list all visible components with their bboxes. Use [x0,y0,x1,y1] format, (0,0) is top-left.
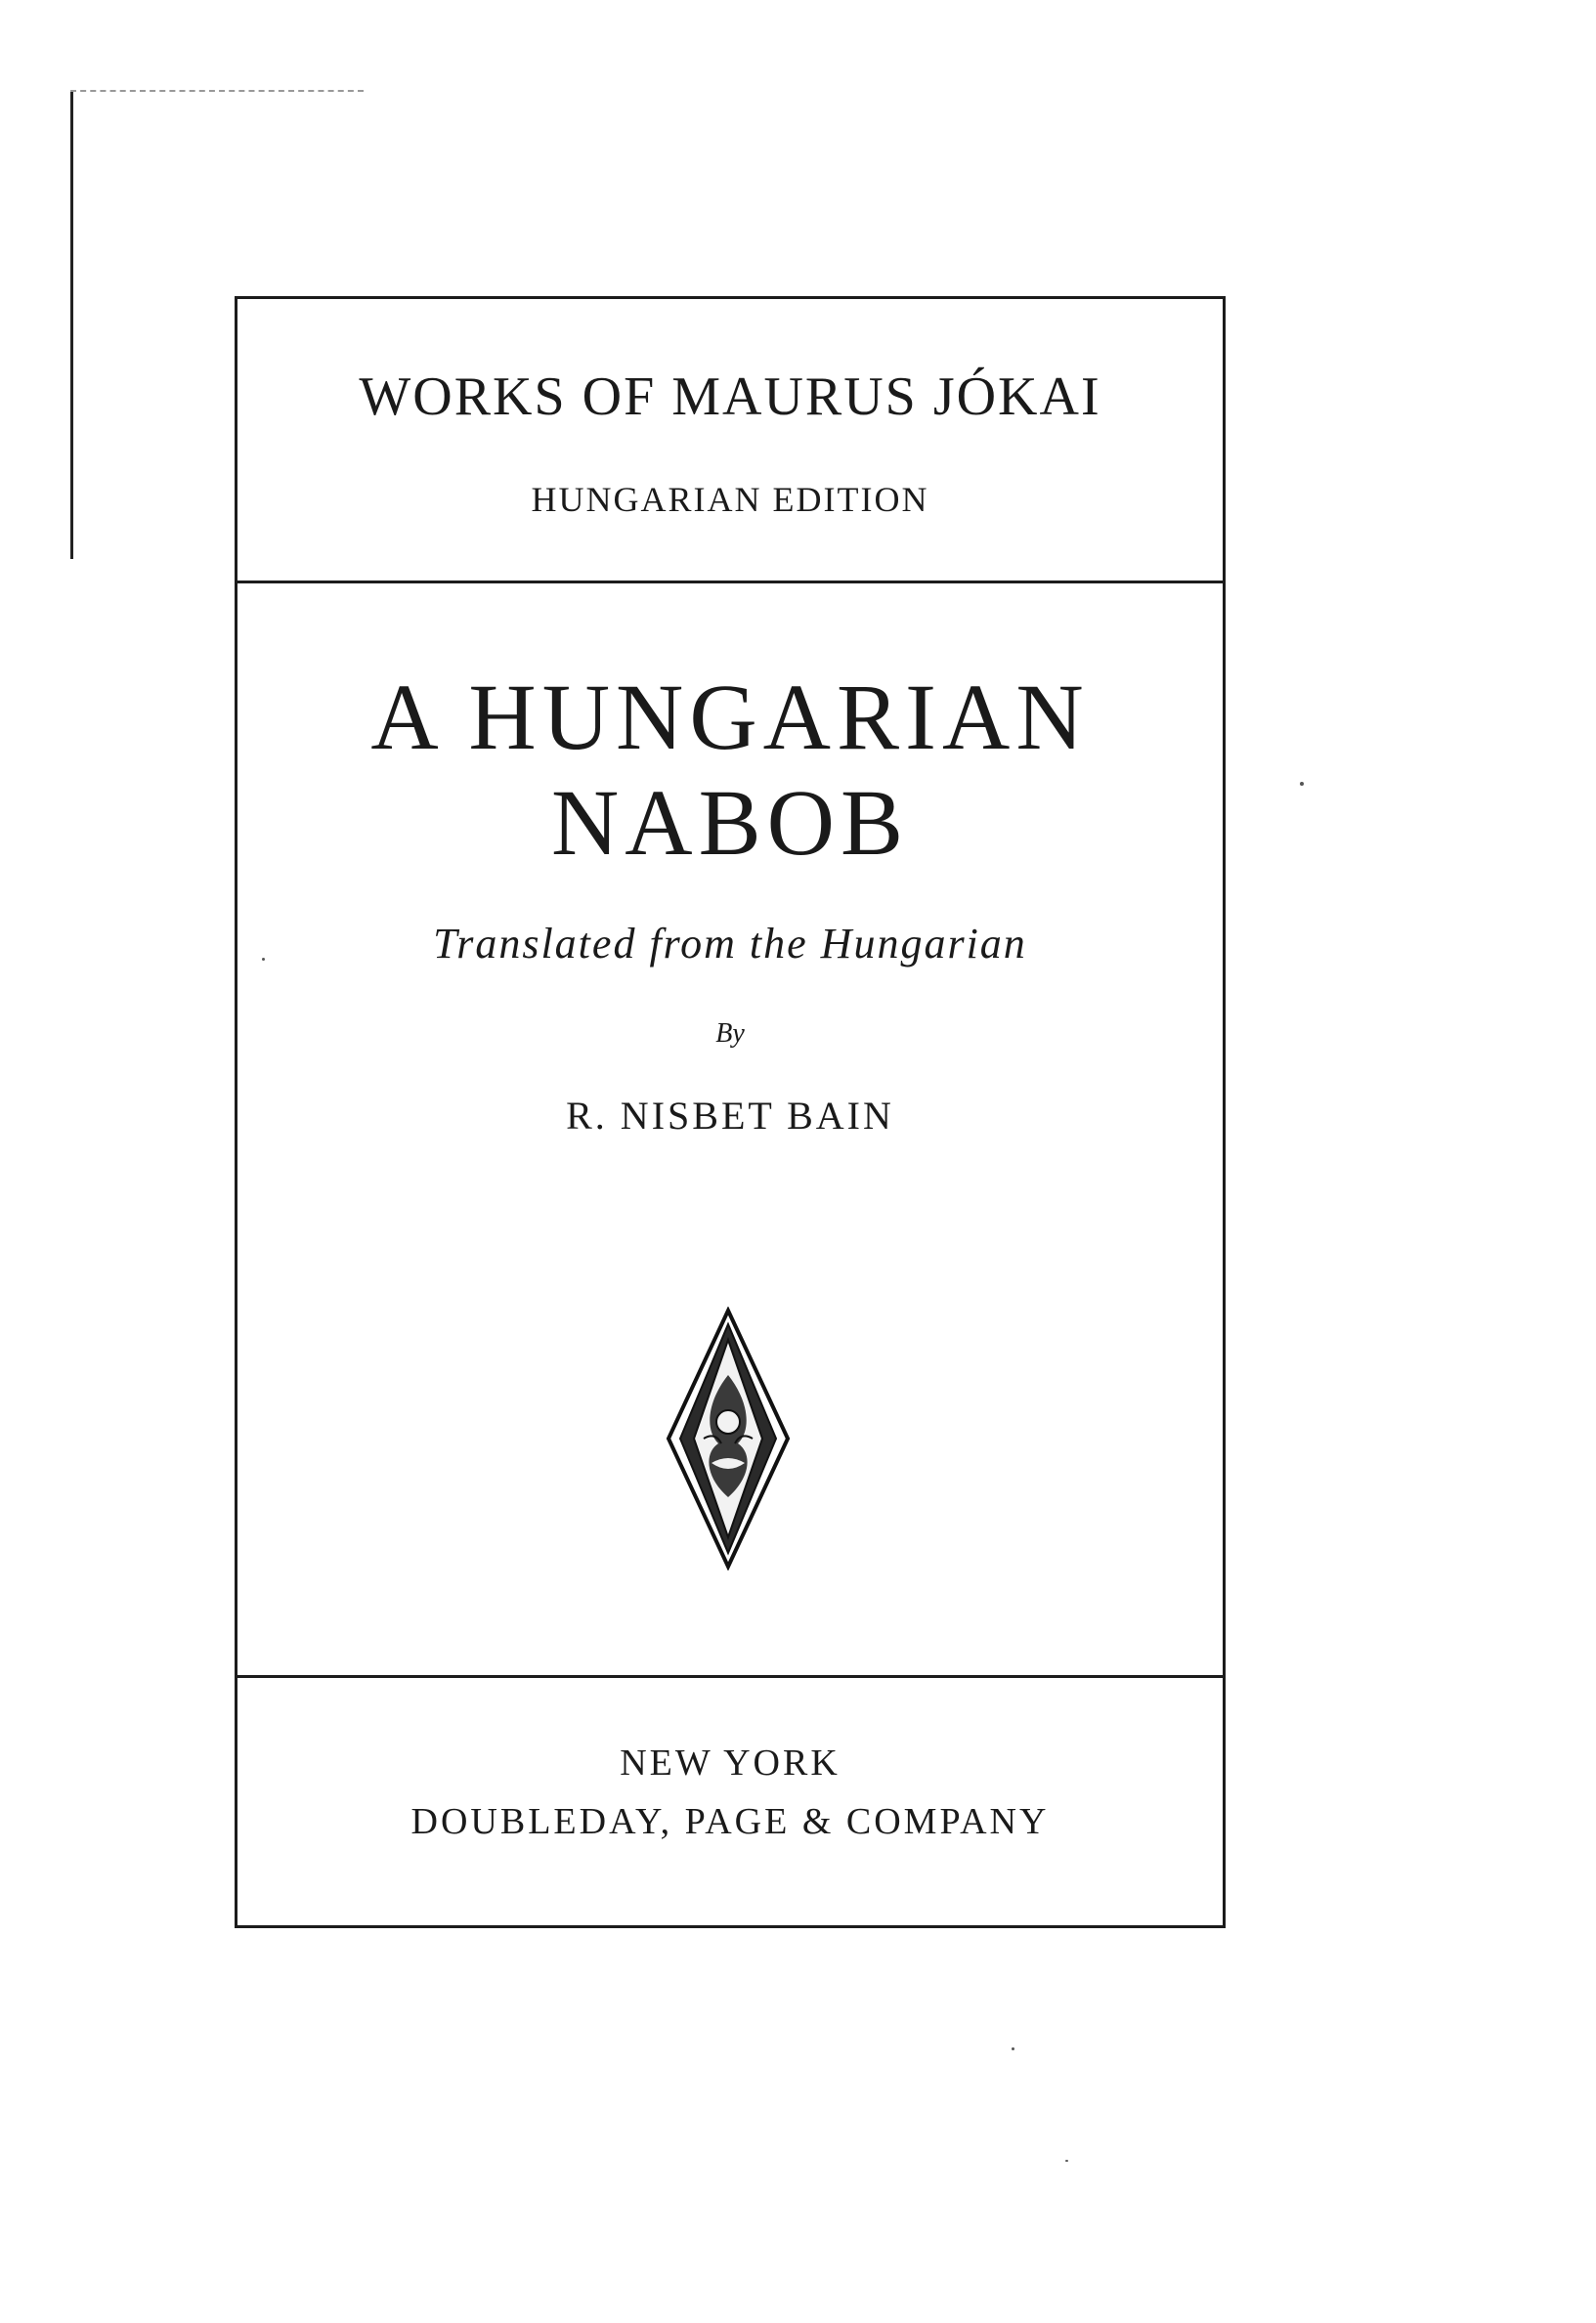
divider-top [237,581,1223,583]
scan-edge-artifact [70,90,73,559]
imprint-city: NEW YORK [620,1742,841,1784]
by-label: By [715,1018,745,1049]
edition-label: HUNGARIAN EDITION [531,480,929,519]
book-title-line2: NABOB [550,770,910,875]
scan-edge-artifact-top [70,90,364,92]
scan-speck [1065,2160,1068,2162]
imprint-publisher: DOUBLEDAY, PAGE & COMPANY [410,1801,1050,1842]
book-title-line1: A HUNGARIAN [370,665,1090,769]
translation-note: Translated from the Hungarian [433,920,1027,968]
scan-speck [1300,782,1304,786]
publisher-device-diamond-icon [665,1307,792,1570]
title-frame [235,296,1226,1928]
scan-speck [1012,2047,1014,2050]
divider-bottom [237,1675,1223,1678]
translator-name: R. NISBET BAIN [566,1094,894,1138]
series-title: WORKS OF MAURUS JÓKAI [359,366,1101,427]
